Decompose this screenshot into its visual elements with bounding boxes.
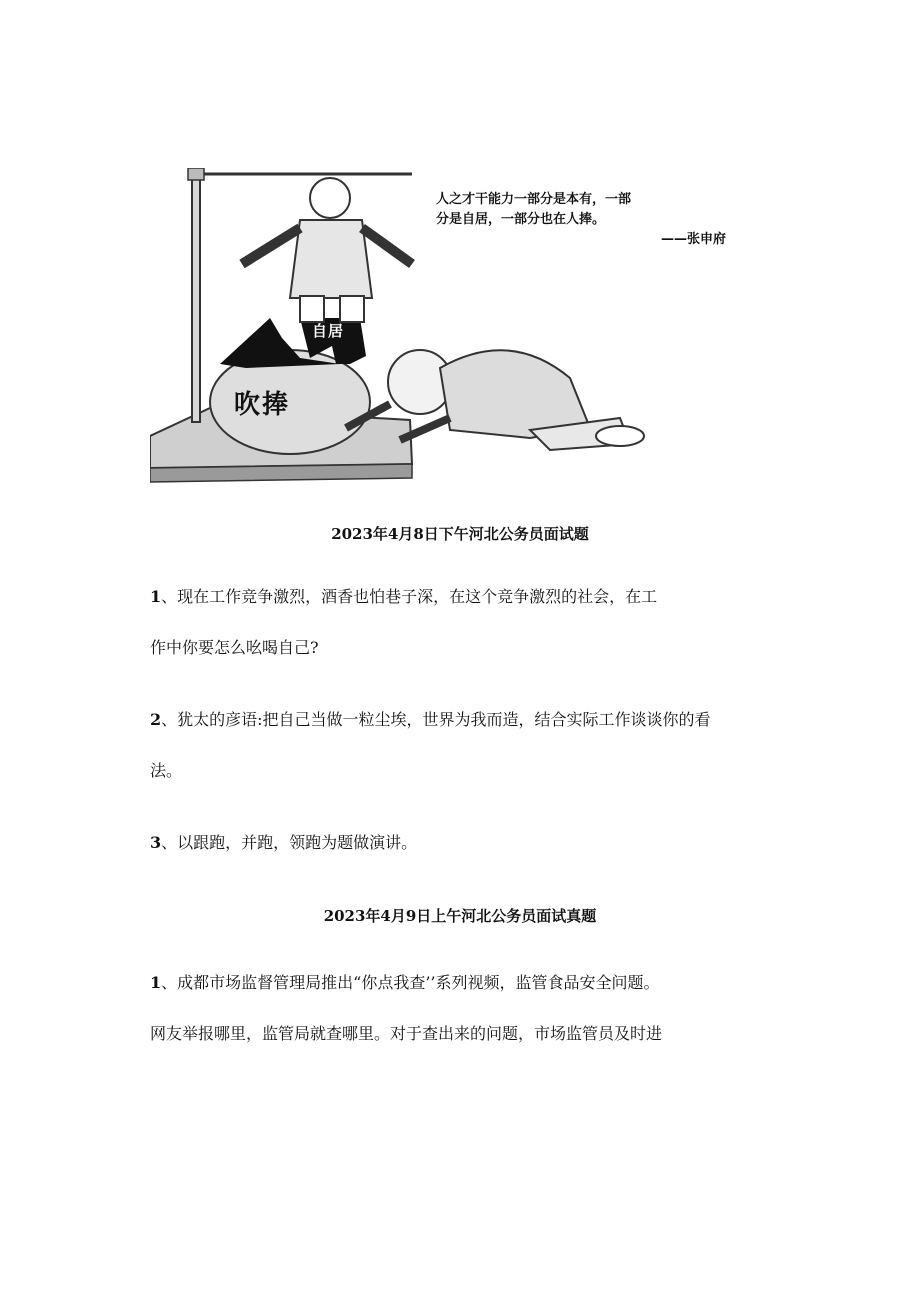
s1-q1-text-1: 、现在工作竞争激烈，酒香也怕巷子深，在这个竞争激烈的社会，在工 xyxy=(161,587,658,606)
quote-line-2: 分是自居，一部分也在人捧。 xyxy=(436,212,606,227)
s1-q1-number: 1 xyxy=(150,587,162,606)
s1-question-1-line-1 xyxy=(150,584,657,607)
cartoon-quote xyxy=(436,190,766,250)
s2-q1-text-1: 、成都市场监督管理局推出“你点我查’’系列视频，监管食品安全问题。 xyxy=(161,973,660,992)
s1-q3-text: 、以跟跑，并跑，领跑为题做演讲。 xyxy=(161,833,418,852)
s1-question-3 xyxy=(150,830,417,853)
ball-label: 吹捧 xyxy=(234,390,291,420)
quote-author: ——张申府 xyxy=(660,232,726,247)
section-2-heading: 2023年4月9日上午河北公务员面试真题 xyxy=(323,907,597,925)
s2-question-1-line-2: 网友举报哪里，监管局就查哪里。对于查出来的问题，市场监管员及时进 xyxy=(150,1024,663,1043)
shoe-label: 自居 xyxy=(312,322,345,340)
s1-q3-number: 3 xyxy=(150,833,162,852)
s1-question-2-line-1 xyxy=(150,707,711,730)
s1-question-1-line-2: 作中你要怎么吆喝自己? xyxy=(150,638,319,657)
s1-q2-number: 2 xyxy=(150,710,162,729)
quote-line-1: 人之才干能力一部分是本有，一部 xyxy=(436,192,632,207)
s2-q1-number: 1 xyxy=(150,973,162,992)
s1-question-2-line-2: 法。 xyxy=(150,761,183,780)
section-1-heading: 2023年4月8日下午河北公务员面试题 xyxy=(331,525,589,543)
s1-q2-text-1: 、犹太的彦语:把自己当做一粒尘埃，世界为我而造，结合实际工作谈谈你的看 xyxy=(161,710,711,729)
s2-question-1-line-1 xyxy=(150,970,660,993)
